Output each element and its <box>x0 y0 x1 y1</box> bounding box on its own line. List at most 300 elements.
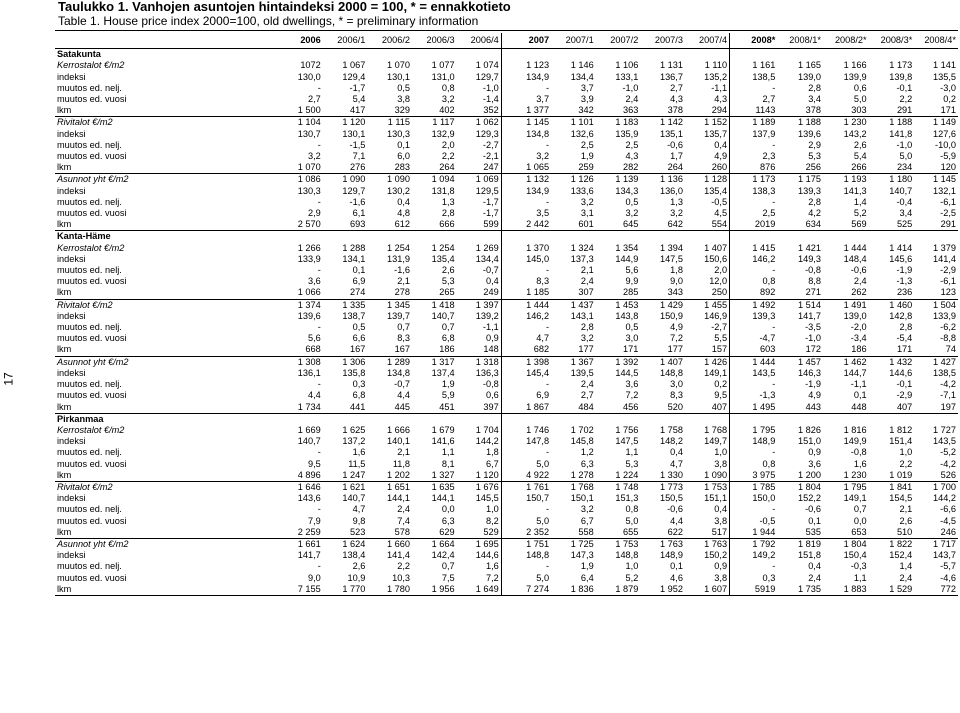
table-cell: 144,2 <box>933 493 956 504</box>
table-cell: 2 442 <box>501 219 551 231</box>
table-cell: 134,1 <box>342 253 366 264</box>
table-cell: 4,7 <box>536 333 550 344</box>
table-cell: 1 141 <box>933 60 956 71</box>
table-cell: 666 <box>412 219 457 231</box>
table-cell: 1 324 <box>570 242 594 253</box>
table-cell: 1 819 <box>797 538 821 549</box>
table-cell: 1,8 <box>670 265 683 276</box>
table-cell: 133,6 <box>570 185 594 196</box>
table-cell: 0,6 <box>457 390 502 401</box>
table-cell: 5,3 <box>625 458 639 469</box>
table-cell: 1,1 <box>441 447 455 458</box>
table-row <box>55 151 958 162</box>
table-cell: -0,8 <box>457 379 502 390</box>
table-cell: 144,5 <box>615 367 639 378</box>
table-cell: - <box>546 196 550 207</box>
table-cell: 517 <box>685 527 730 539</box>
table-cell: 535 <box>777 527 823 539</box>
table-cell: 143,1 <box>570 310 594 321</box>
table-cell: 1 370 <box>526 242 550 253</box>
table-cell: 2,3 <box>762 151 776 162</box>
table-cell: 7,9 <box>307 515 321 526</box>
row-label: muutos ed. nelj. <box>57 196 122 207</box>
table-cell: 0,5 <box>397 82 411 93</box>
table-cell: 2,0 <box>441 139 455 150</box>
table-cell: 147,3 <box>570 550 594 561</box>
table-cell: 151,0 <box>797 436 821 447</box>
table-cell: 11,8 <box>392 458 411 469</box>
table-cell: 2,0 <box>685 265 730 276</box>
table-cell: 1 288 <box>342 242 366 253</box>
table-cell: 7 155 <box>273 584 323 596</box>
table-cell: 0,8 <box>441 82 455 93</box>
table-cell: -5,7 <box>940 561 956 572</box>
table-cell: 4,4 <box>670 515 683 526</box>
table-cell: 1 725 <box>570 538 594 549</box>
table-cell: 1 773 <box>659 481 683 492</box>
row-label: Asunnot yht €/m2 <box>57 356 129 367</box>
table-cell: -2,5 <box>940 208 956 219</box>
table-cell: 3,7 <box>536 94 550 105</box>
column-header: 2008/4* <box>914 33 958 49</box>
table-cell: 138,7 <box>342 310 366 321</box>
table-cell: -10,0 <box>935 139 956 150</box>
table-cell: 139,3 <box>752 310 776 321</box>
column-header: 2006/4 <box>457 33 502 49</box>
table-cell: 149,7 <box>685 436 730 447</box>
table-row <box>55 287 958 299</box>
table-cell: 234 <box>869 162 915 174</box>
table-cell: 2,8 <box>441 208 455 219</box>
table-row <box>55 94 958 105</box>
table-cell: 1 175 <box>797 174 821 185</box>
table-cell: 136,0 <box>659 185 683 196</box>
table-cell: 186 <box>823 344 869 356</box>
column-header: 2006/2 <box>367 33 412 49</box>
table-cell: -3,0 <box>940 82 956 93</box>
table-cell: 1 266 <box>297 242 321 253</box>
table-cell: 131,0 <box>431 71 455 82</box>
table-cell: 1 066 <box>273 287 323 299</box>
table-row <box>55 186 958 197</box>
table-cell: 525 <box>869 219 915 231</box>
table-cell: 148,9 <box>752 436 776 447</box>
table-cell: 1 625 <box>342 424 366 435</box>
table-cell: 0,1 <box>397 139 411 150</box>
table-cell: 147,5 <box>659 253 683 264</box>
table-cell: 1 173 <box>889 60 913 71</box>
table-cell: 137,2 <box>342 436 366 447</box>
table-cell: 10,3 <box>392 572 411 583</box>
table-cell: -5,9 <box>940 151 956 162</box>
table-cell: - <box>317 379 321 390</box>
table-cell: 1 646 <box>297 481 321 492</box>
table-cell: 1 695 <box>457 538 502 550</box>
table-cell: 135,7 <box>685 129 730 140</box>
table-cell: 1 327 <box>412 470 457 482</box>
table-cell: 1,0 <box>899 447 913 458</box>
table-cell: 307 <box>551 287 596 299</box>
table-cell: 135,1 <box>659 128 683 139</box>
table-cell: 6,3 <box>441 515 455 526</box>
table-cell: 1 308 <box>297 356 321 367</box>
table-cell: 130,0 <box>297 71 321 82</box>
table-cell: 3,7 <box>580 82 594 93</box>
table-cell: 3,0 <box>625 333 639 344</box>
table-cell: 1 318 <box>457 356 502 368</box>
table-row <box>55 311 958 322</box>
table-cell: 145,8 <box>570 436 594 447</box>
table-cell: 143,6 <box>297 493 321 504</box>
table-cell: 129,4 <box>342 71 366 82</box>
table-cell: 5,0 <box>853 94 867 105</box>
table-cell: 291 <box>914 219 958 231</box>
table-cell: 148,4 <box>843 253 867 264</box>
table-cell: 1 529 <box>869 584 915 596</box>
table-cell: - <box>546 447 550 458</box>
table-cell: 3,6 <box>625 379 639 390</box>
row-label: muutos ed. vuosi <box>57 458 127 469</box>
table-row <box>55 60 958 71</box>
table-cell: 145,4 <box>526 367 550 378</box>
table-cell: 1 145 <box>526 117 550 128</box>
table-cell: 5,2 <box>853 208 867 219</box>
table-cell: 139,5 <box>570 367 594 378</box>
table-cell: 134,9 <box>526 185 550 196</box>
table-cell: 1 146 <box>570 60 594 71</box>
table-cell: -0,1 <box>896 379 913 390</box>
table-cell: 1 453 <box>615 299 639 310</box>
table-cell: 1 090 <box>685 470 730 482</box>
table-cell: 1 432 <box>889 356 913 367</box>
table-row <box>55 379 958 390</box>
table-cell: - <box>546 82 550 93</box>
table-cell: - <box>317 265 321 276</box>
table-cell: 448 <box>823 402 869 414</box>
table-cell: 1 345 <box>387 299 411 310</box>
table-cell: 0,1 <box>808 515 821 526</box>
table-cell: 1 180 <box>889 174 913 185</box>
table-row <box>55 527 958 539</box>
table-cell: 1 867 <box>501 402 551 414</box>
table-cell: 1 669 <box>297 424 321 435</box>
table-cell: 1,0 <box>685 447 730 458</box>
table-row <box>55 447 958 458</box>
table-cell: 177 <box>551 344 596 356</box>
table-cell: 456 <box>596 402 641 414</box>
table-cell: 149,9 <box>843 436 867 447</box>
table-cell: 2,1 <box>397 447 411 458</box>
row-label: muutos ed. vuosi <box>57 276 127 287</box>
table-cell: 141,7 <box>297 550 321 561</box>
table-cell: 1 165 <box>797 60 821 71</box>
row-label: muutos ed. vuosi <box>57 390 127 401</box>
table-cell: 132,1 <box>933 185 956 196</box>
table-cell: 2,4 <box>808 572 821 583</box>
table-cell: 4,9 <box>685 151 730 162</box>
table-cell: 1 306 <box>342 356 366 367</box>
table-cell: 138,3 <box>752 185 776 196</box>
table-cell: 5,0 <box>899 151 913 162</box>
table-cell: 136,3 <box>457 368 502 379</box>
table-cell: 139,6 <box>797 128 821 139</box>
column-header: 2007/2 <box>596 33 641 49</box>
table-cell: 1,6 <box>457 561 502 572</box>
table-cell: 1 136 <box>659 174 683 185</box>
table-cell: 1 500 <box>273 105 323 117</box>
table-cell: -1,3 <box>896 276 913 287</box>
table-cell: 1 421 <box>797 242 821 253</box>
table-cell: -1,3 <box>759 390 776 401</box>
table-cell: 3,6 <box>307 276 321 287</box>
table-cell: 1 230 <box>843 117 867 128</box>
table-cell: 144,7 <box>843 367 867 378</box>
table-cell: -2,7 <box>685 322 730 333</box>
top-rule <box>55 30 958 31</box>
table-cell: 9,9 <box>625 276 639 287</box>
table-cell: 5,5 <box>685 333 730 344</box>
table-cell: 0,7 <box>441 322 455 333</box>
table-row <box>55 265 958 276</box>
table-cell: 186 <box>412 344 457 356</box>
table-cell: 1,9 <box>441 379 455 390</box>
table-cell: 171 <box>914 105 958 117</box>
header-label-cell <box>55 33 273 49</box>
table-cell: - <box>772 379 776 390</box>
table-cell: -1,6 <box>349 196 366 207</box>
table-cell: 130,2 <box>387 185 411 196</box>
table-cell: 154,5 <box>889 493 913 504</box>
column-header: 2007/3 <box>640 33 685 49</box>
table-cell: 1 200 <box>777 470 823 482</box>
table-cell: 144,6 <box>889 367 913 378</box>
table-cell: 120 <box>914 162 958 174</box>
table-cell: -0,3 <box>850 561 867 572</box>
table-cell: 236 <box>869 287 915 299</box>
table-cell: 892 <box>730 287 778 299</box>
table-cell: 1,3 <box>441 196 455 207</box>
row-label: muutos ed. nelj. <box>57 265 122 276</box>
table-cell: 1 879 <box>596 584 641 596</box>
table-cell: 1 161 <box>752 60 776 71</box>
table-cell: 148,8 <box>615 550 639 561</box>
table-cell: 1 230 <box>823 470 869 482</box>
row-label: muutos ed. nelj. <box>57 561 122 572</box>
table-row <box>55 436 958 447</box>
table-cell: 8,1 <box>441 458 455 469</box>
table-row <box>55 140 958 151</box>
table-cell: 1 504 <box>933 299 956 310</box>
table-cell: 1 514 <box>797 299 821 310</box>
table-cell: 0,9 <box>685 561 730 572</box>
table-cell: 5,0 <box>536 515 550 526</box>
table-cell: 407 <box>685 402 730 414</box>
table-cell: 144,2 <box>457 436 502 447</box>
table-cell: 1 746 <box>526 424 550 435</box>
table-cell: 1 189 <box>752 117 776 128</box>
table-cell: 6,1 <box>352 208 366 219</box>
table-cell: 5,6 <box>307 333 321 344</box>
table-subtitle: Table 1. House price index 2000=100, old dwellings, * = preliminary information <box>58 14 479 28</box>
table-cell: 1 763 <box>659 538 683 549</box>
row-label: muutos ed. vuosi <box>57 151 127 162</box>
table-cell: 8,3 <box>397 333 411 344</box>
table-cell: 134,3 <box>615 185 639 196</box>
table-cell: 0,1 <box>670 561 683 572</box>
table-cell: -1,9 <box>805 379 821 390</box>
table-cell: 402 <box>412 105 457 117</box>
table-row <box>55 254 958 265</box>
table-cell: 6,9 <box>352 276 366 287</box>
table-cell: 271 <box>777 287 823 299</box>
table-row <box>55 538 958 550</box>
table-cell: 1 145 <box>933 174 956 185</box>
table-cell: 642 <box>640 219 685 231</box>
table-cell: 4,7 <box>352 504 366 515</box>
table-cell: 1 676 <box>457 481 502 493</box>
table-cell: 4 922 <box>501 470 551 482</box>
region-row <box>55 413 958 425</box>
table-cell: 1 462 <box>843 356 867 367</box>
table-cell: 1 062 <box>457 117 502 129</box>
table-cell: 2,4 <box>580 379 594 390</box>
table-cell: 1 397 <box>457 299 502 311</box>
table-cell: 653 <box>823 527 869 539</box>
row-label: lkm <box>55 287 273 299</box>
table-cell: 4,3 <box>685 94 730 105</box>
table-cell: 2,4 <box>397 504 411 515</box>
table-row <box>55 584 958 596</box>
row-label: Kerrostalot €/m2 <box>57 60 125 71</box>
table-cell: 123 <box>914 287 958 299</box>
table-cell: -0,6 <box>805 504 821 515</box>
row-label: muutos ed. nelj. <box>57 504 122 515</box>
table-cell: 152,4 <box>889 550 913 561</box>
table-cell: 145,6 <box>889 253 913 264</box>
table-cell: 1 289 <box>387 356 411 367</box>
table-cell: 1 491 <box>843 299 867 310</box>
table-cell: 1 661 <box>297 538 321 549</box>
table-cell: 1,0 <box>625 561 639 572</box>
table-cell: 139,9 <box>843 71 867 82</box>
table-cell: 1,4 <box>899 561 913 572</box>
table-cell: 1 651 <box>387 481 411 492</box>
row-label: lkm <box>55 162 273 174</box>
table-cell: 1 224 <box>596 470 641 482</box>
table-cell: - <box>772 196 776 207</box>
table-cell: 1 761 <box>526 481 550 492</box>
table-cell: -2,7 <box>457 140 502 151</box>
table-cell: 74 <box>914 344 958 356</box>
table-cell: 0,6 <box>853 82 867 93</box>
table-cell: 0,7 <box>441 561 455 572</box>
row-label: indeksi <box>57 128 86 139</box>
table-cell: - <box>772 504 776 515</box>
table-cell: 167 <box>323 344 368 356</box>
table-cell: 5,2 <box>625 572 639 583</box>
table-cell: -0,1 <box>896 82 913 93</box>
column-header: 2006/3 <box>412 33 457 49</box>
table-cell: 510 <box>869 527 915 539</box>
table-row <box>55 162 958 174</box>
table-cell: 265 <box>412 287 457 299</box>
table-cell: 129,5 <box>457 186 502 197</box>
table-cell: 378 <box>777 105 823 117</box>
table-cell: 0,7 <box>853 504 867 515</box>
table-cell: 1 756 <box>615 424 639 435</box>
table-cell: - <box>546 504 550 515</box>
table-cell: 5,9 <box>441 390 455 401</box>
table-cell: -1,9 <box>896 265 913 276</box>
table-cell: 9,0 <box>307 572 321 583</box>
table-cell: -6,6 <box>940 504 956 515</box>
table-cell: 1,9 <box>580 151 594 162</box>
table-row <box>55 208 958 219</box>
table-cell: 1 019 <box>869 470 915 482</box>
row-label: Asunnot yht €/m2 <box>57 174 129 185</box>
table-cell: 303 <box>823 105 869 117</box>
table-cell: 1 753 <box>615 538 639 549</box>
table-row <box>55 219 958 231</box>
table-cell: 148,9 <box>659 550 683 561</box>
table-cell: 129,7 <box>457 72 502 83</box>
table-cell: -1,0 <box>457 83 502 94</box>
table-cell: 1 166 <box>843 60 867 71</box>
column-header: 2008* <box>730 33 778 49</box>
table-cell: 1 188 <box>797 117 821 128</box>
table-cell: - <box>546 139 550 150</box>
table-row <box>55 402 958 414</box>
table-cell: 2 259 <box>273 527 323 539</box>
table-cell: 150,7 <box>526 493 550 504</box>
table-cell: 363 <box>596 105 641 117</box>
table-cell: 1 952 <box>640 584 685 596</box>
table-cell: 2,9 <box>808 139 821 150</box>
table-row <box>55 174 958 186</box>
table-cell: 3,1 <box>580 208 594 219</box>
table-cell: 1 492 <box>752 299 776 310</box>
row-label: Rivitalot €/m2 <box>57 117 113 128</box>
table-cell: 2,4 <box>580 276 594 287</box>
table-cell: 146,2 <box>752 253 776 264</box>
table-cell: 6,4 <box>580 572 594 583</box>
row-label: indeksi <box>57 310 86 321</box>
table-cell: 145,5 <box>457 493 502 504</box>
table-cell: 3 975 <box>730 470 778 482</box>
table-cell: 144,1 <box>431 493 455 504</box>
table-cell: 132,9 <box>431 128 455 139</box>
table-cell: 278 <box>367 287 412 299</box>
row-label: indeksi <box>57 367 86 378</box>
table-cell: 0,5 <box>352 322 366 333</box>
table-cell: 149,1 <box>843 493 867 504</box>
table-cell: 130,1 <box>387 71 411 82</box>
table-cell: 249 <box>457 287 502 299</box>
region-name: Pirkanmaa <box>57 413 104 424</box>
table-cell: 8,3 <box>670 390 683 401</box>
table-cell: 3,8 <box>685 459 730 470</box>
table-cell: 2,7 <box>307 94 321 105</box>
table-cell: 133,9 <box>297 253 321 264</box>
table-cell: 1,6 <box>853 458 867 469</box>
table-cell: 1 126 <box>570 174 594 185</box>
table-cell: 8,3 <box>536 276 550 287</box>
table-cell: 1 110 <box>685 60 730 71</box>
table-cell: 1 792 <box>752 538 776 549</box>
table-cell: 1 149 <box>933 117 956 128</box>
table-cell: 1 944 <box>730 527 778 539</box>
table-cell: - <box>772 265 776 276</box>
